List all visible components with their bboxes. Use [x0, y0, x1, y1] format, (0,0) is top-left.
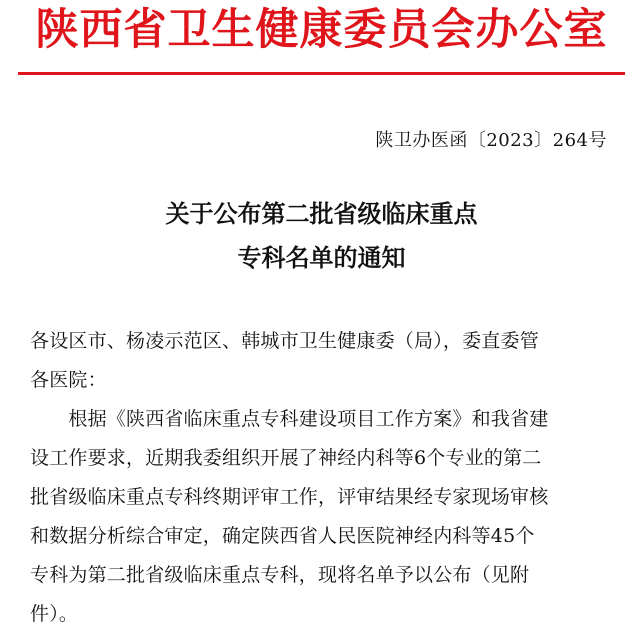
body-paragraph-line: 根据《陕西省临床重点专科建设项目工作方案》和我省建: [30, 408, 549, 430]
body-paragraph-line: 批省级临床重点专科终期评审工作，评审结果经专家现场审核: [30, 486, 549, 508]
body-paragraph-line: 设工作要求，近期我委组织开展了神经内科等6个专业的第二: [30, 447, 542, 469]
agency-masthead: 陕西省卫生健康委员会办公室: [35, 5, 608, 55]
notice-title-line-1: 关于公布第二批省级临床重点: [165, 200, 478, 228]
body-paragraph-line: 和数据分析综合审定，确定陕西省人民医院神经内科等45个: [30, 525, 535, 547]
red-header-rule: [18, 72, 625, 75]
addressee-line-1: 各设区市、杨凌示范区、韩城市卫生健康委（局），委直委管: [30, 330, 539, 352]
notice-title-line-2: 专科名单的通知: [237, 244, 406, 272]
document-number: 陕卫办医函〔2023〕264号: [375, 130, 607, 151]
body-paragraph-line: 件）。: [30, 603, 79, 625]
body-paragraph-line: 专科为第二批省级临床重点专科，现将名单予以公布（见附: [30, 564, 530, 586]
addressee-line-2: 各医院：: [30, 369, 107, 391]
